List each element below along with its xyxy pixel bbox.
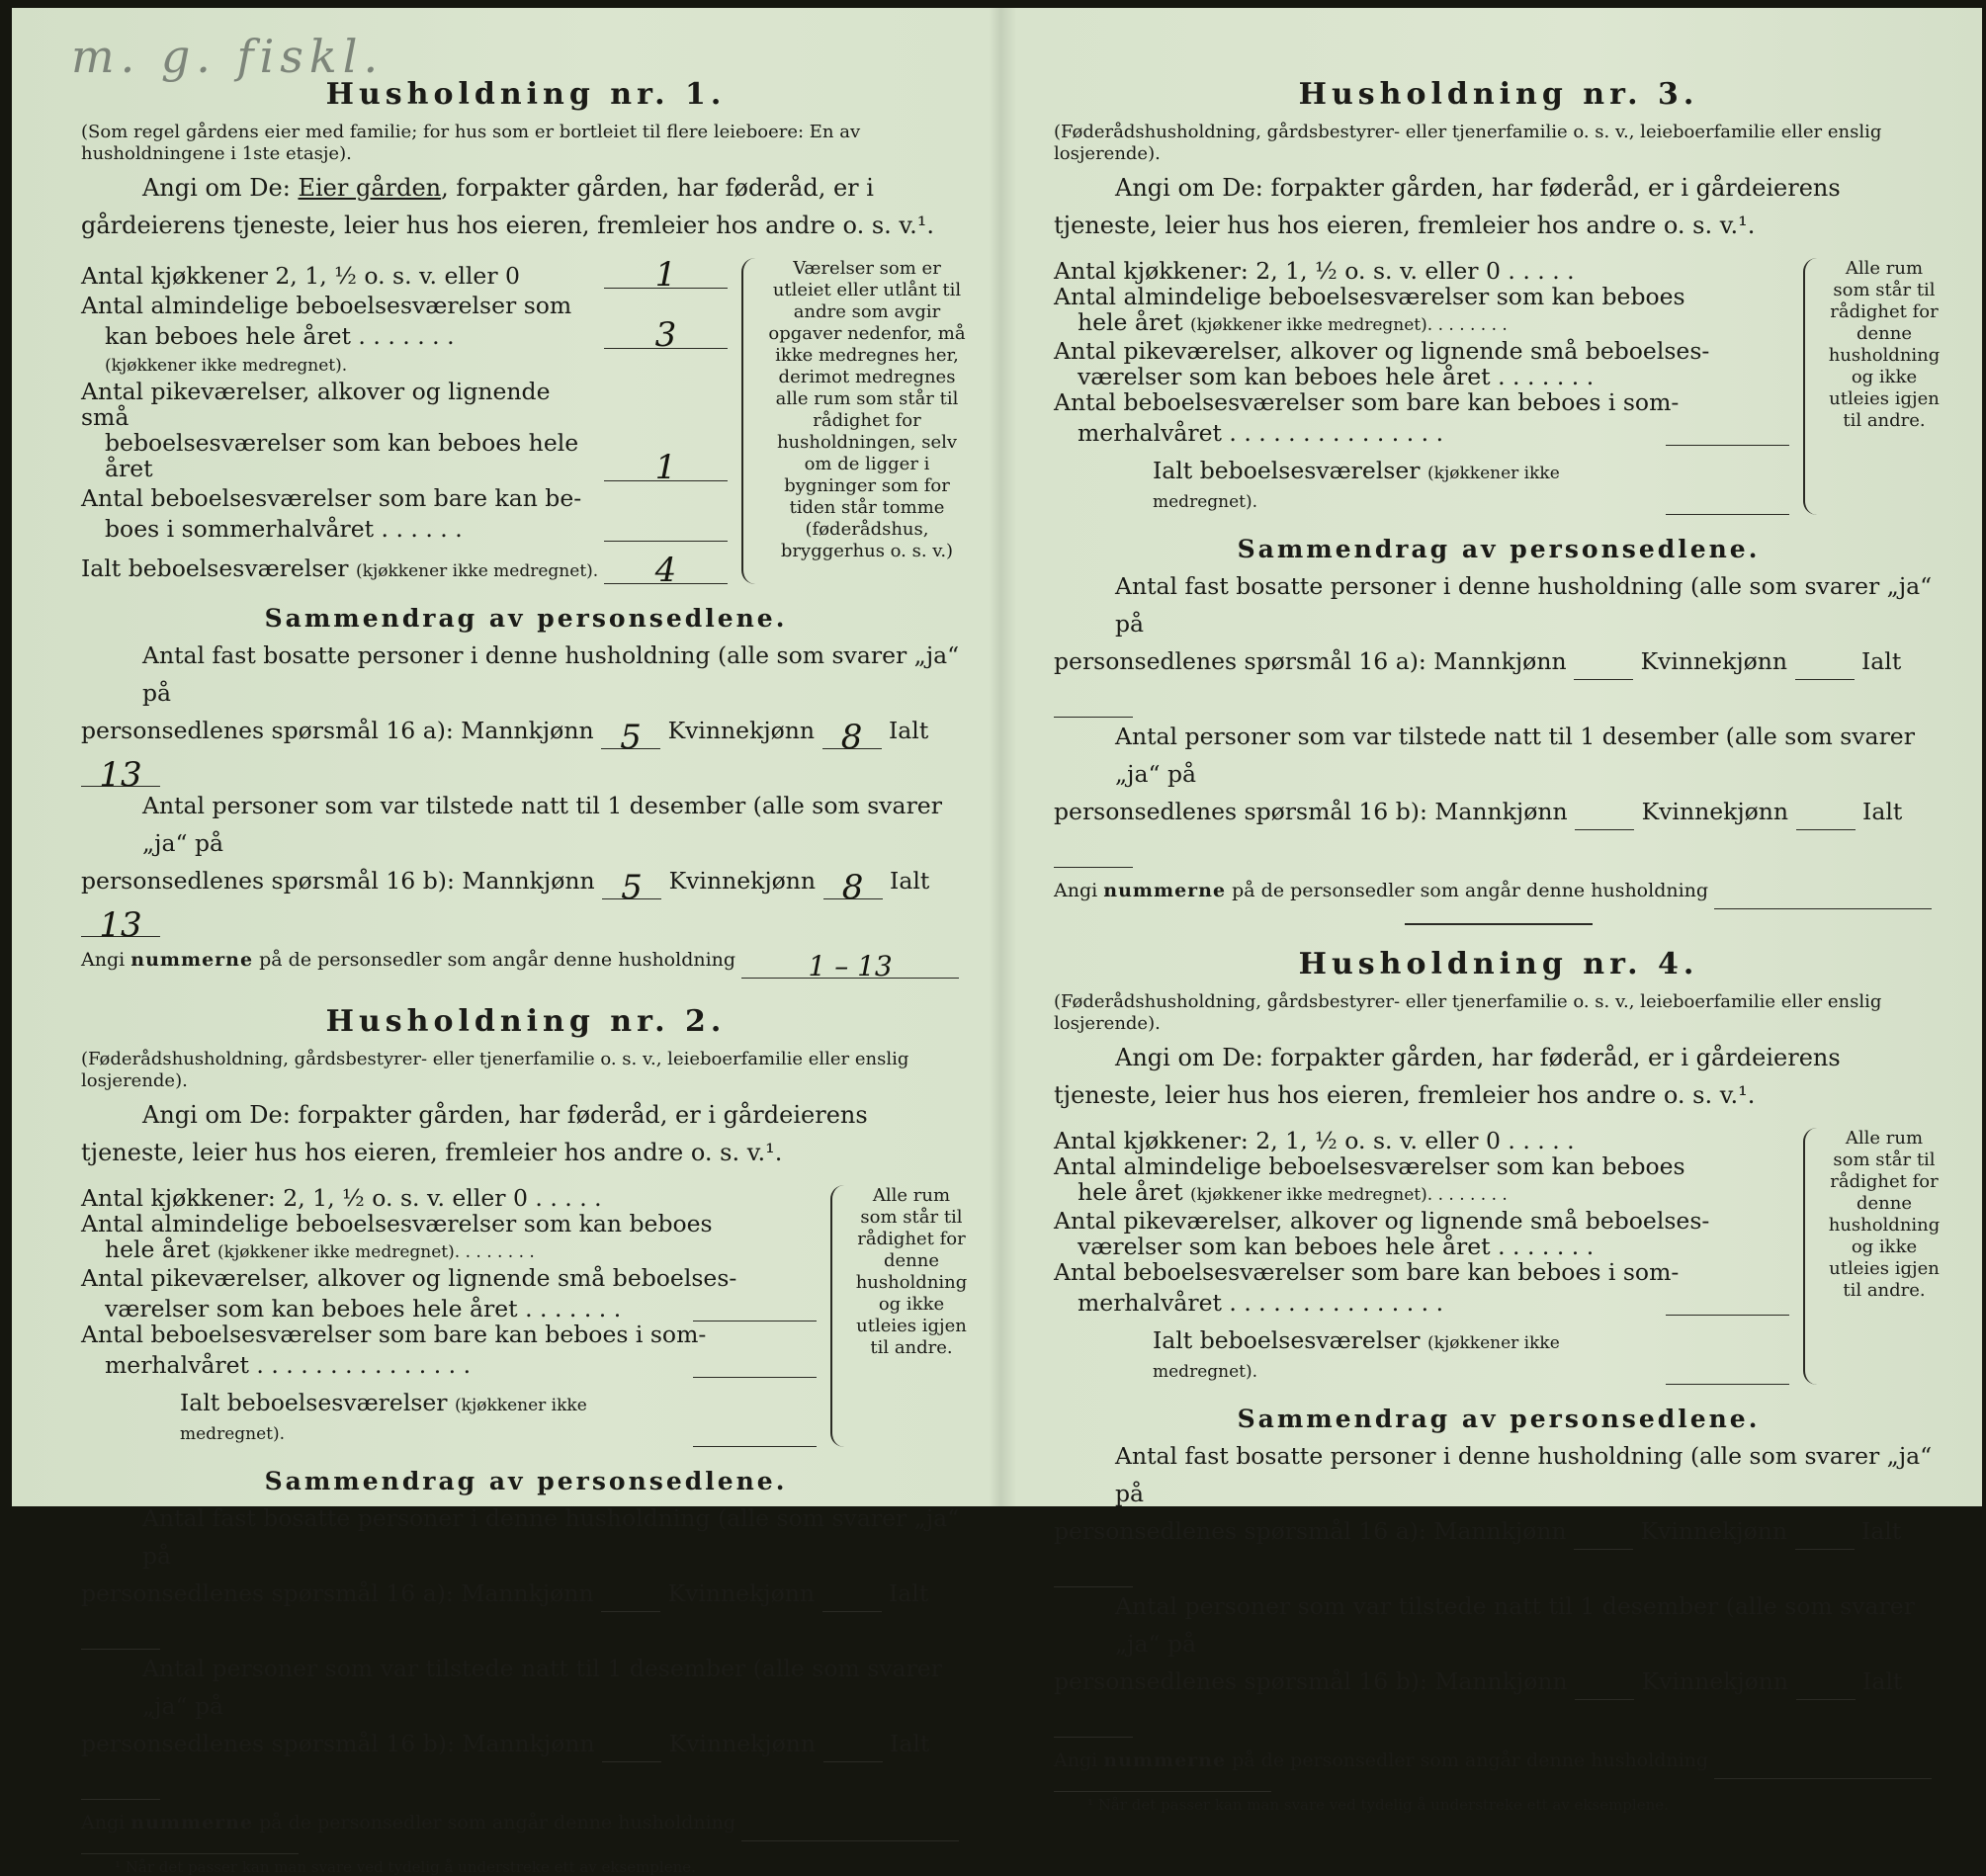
sommer-label-1: Antal beboelsesværelser som bare kan beboes i som- — [1054, 1258, 1680, 1286]
handwritten-note: m. g. fiskl. — [71, 30, 385, 83]
alm-label-1: Antal almindelige beboelsesværelser som kan beboes — [1054, 1152, 1685, 1180]
nummer-pre: Angi — [1054, 1749, 1098, 1771]
household-3-note: (Føderådshusholdning, gårdsbestyrer- eller tjenerfamilie o. s. v., leieboerfamilie eller enslig losjerende). — [1054, 122, 1882, 164]
ialt-label: Ialt — [890, 867, 930, 895]
pike-label-1: Antal pikeværelser, alkover og lignende små — [81, 378, 551, 431]
summary-b-kvinne: 8 — [823, 869, 883, 899]
footnote-left — [81, 1853, 696, 1876]
household-3 — [1054, 77, 1943, 909]
sommer-label-1: Antal beboelsesværelser som bare kan beboes i som- — [81, 1321, 707, 1348]
kvinne-label: Kvinnekjønn — [667, 1579, 816, 1607]
household-2-side-note: Alle rum som står til rådighet for denne husholdning og ikke utleies igjen til andre. — [830, 1185, 971, 1447]
household-1-rooms — [81, 255, 971, 590]
ialt-label: Ialt — [890, 1730, 930, 1757]
ialt-label: Ialt beboelsesværelser — [1153, 1326, 1421, 1354]
nummer-post: på de personsedler som angår denne husholdning — [1232, 1749, 1709, 1771]
pike-label-1: Antal pikeværelser, alkover og lignende små beboelses- — [1054, 1207, 1710, 1235]
angi-text: Angi om De: forpakter gården, har føderåd, er i gårdeierens tjeneste, leier hus hos eieren, fremleier hos andre o. s. v.¹. — [81, 1101, 868, 1166]
ialt-label: Ialt — [889, 717, 929, 744]
pike-label-1: Antal pikeværelser, alkover og lignende små beboelses- — [1054, 337, 1710, 365]
kvinne-label: Kvinnekjønn — [1641, 798, 1789, 825]
household-3-side-note: Alle rum som står til rådighet for denne husholdning og ikke utleies igjen til andre. — [1803, 258, 1943, 515]
nummer-bold: nummerne — [1103, 880, 1227, 901]
nummer-bold: nummerne — [130, 949, 254, 971]
summary-b-line-1: Antal personer som var tilstede natt til 1 desember (alle som svarer „ja“ på — [1115, 723, 1915, 788]
sommer-label-2: merhalvåret . . . . . . . . . . . . . . . — [1078, 1289, 1444, 1317]
household-4-title: Husholdning nr. 4. — [1298, 947, 1699, 981]
ialt-label: Ialt — [1861, 647, 1902, 675]
household-3-rooms — [1054, 258, 1943, 515]
household-2-summary-title: Sammendrag av personsedlene. — [264, 1467, 788, 1495]
footnote-text: ¹ Når det passer kan man svare ved tydelig å understreke ett av eksemplene. — [1087, 1796, 1669, 1814]
sommer-label-1: Antal beboelsesværelser som bare kan beboes i som- — [1054, 388, 1680, 416]
nummer-value: 1 – 13 — [741, 948, 959, 979]
ialt-label: Ialt — [1862, 798, 1903, 825]
household-1-side-note: Værelser som er utleiet eller utlånt til andre som avgir opgaver nedenfor, må ikke medregnes her, derimot medregnes alle rum som står til rådighet for husholdningen, selv om de ligger i bygninger som for tiden står tomme (føderådshus, bryggerhus o. s. v.) — [741, 258, 971, 584]
ialt-label-small: (kjøkkener ikke medregnet). — [1153, 464, 1560, 512]
alm-label-1: Antal almindelige beboelsesværelser som — [81, 292, 572, 319]
summary-a-label: personsedlenes spørsmål 16 a): Mannkjønn — [1054, 647, 1567, 675]
ialt-label: Ialt — [1862, 1667, 1903, 1695]
sommer-value — [604, 511, 728, 542]
household-2-angi — [81, 1096, 971, 1171]
nummer-bold: nummerne — [130, 1812, 254, 1833]
ialt-label: Ialt beboelsesværelser — [1153, 457, 1421, 484]
pike-value: 1 — [604, 451, 728, 481]
angi-underlined-choice: Eier gården — [298, 174, 442, 202]
alm-label-1: Antal almindelige beboelsesværelser som kan beboes — [81, 1210, 713, 1237]
footnote-text: ¹ Når det passer kan man svare ved tydelig å understreke ett av eksemplene. — [115, 1858, 696, 1876]
census-sheet — [12, 8, 1982, 1876]
summary-b-label: personsedlenes spørsmål 16 b): Mannkjønn — [1054, 798, 1568, 825]
right-column — [1054, 77, 1943, 1814]
summary-a-label: personsedlenes spørsmål 16 a): Mannkjønn — [81, 1579, 594, 1607]
kvinne-label: Kvinnekjønn — [667, 717, 816, 744]
summary-a-label: personsedlenes spørsmål 16 a): Mannkjønn — [1054, 1517, 1567, 1545]
pike-label-2: beboelsesværelser som kan beboes hele året — [105, 429, 579, 482]
pike-label-2: værelser som kan beboes hele året . . . . . . . — [1078, 363, 1595, 390]
alm-label-2: kan beboes hele året . . . . . . . — [105, 322, 455, 350]
pike-label-2: værelser som kan beboes hele året . . . . . . . — [1078, 1233, 1595, 1260]
angi-text: Angi om De: forpakter gården, har føderåd, er i gårdeierens tjeneste, leier hus hos eieren, fremleier hos andre o. s. v.¹. — [1054, 1044, 1841, 1109]
nummer-bold: nummerne — [1103, 1749, 1227, 1771]
summary-b-label: personsedlenes spørsmål 16 b): Mannkjønn — [81, 867, 595, 895]
household-2-note: (Føderådshusholdning, gårdsbestyrer- eller tjenerfamilie o. s. v., leieboerfamilie eller enslig losjerende). — [81, 1049, 909, 1091]
alm-label-1: Antal almindelige beboelsesværelser som kan beboes — [1054, 283, 1685, 310]
summary-a-line-1: Antal fast bosatte personer i denne husholdning (alle som svarer „ja“ på — [1115, 572, 1933, 638]
household-4-angi — [1054, 1039, 1943, 1114]
household-3-title: Husholdning nr. 3. — [1298, 77, 1699, 112]
nummer-pre: Angi — [1054, 880, 1098, 901]
sommer-label-1: Antal beboelsesværelser som bare kan be- — [81, 484, 582, 512]
household-2 — [81, 1004, 971, 1876]
nummer-post: på de personsedler som angår denne husholdning — [259, 949, 736, 971]
summary-b-label: personsedlenes spørsmål 16 b): Mannkjønn — [81, 1730, 595, 1757]
section-divider — [1405, 923, 1593, 925]
alm-label-2: hele året — [1078, 308, 1183, 336]
summary-b-label: personsedlenes spørsmål 16 b): Mannkjønn — [1054, 1667, 1568, 1695]
household-4-rooms — [1054, 1128, 1943, 1385]
kjokkener-label: Antal kjøkkener: 2, 1, ½ o. s. v. eller 0 . . . . . — [1054, 1127, 1575, 1154]
household-4 — [1054, 947, 1943, 1814]
kjokkener-value: 1 — [604, 258, 728, 289]
household-2-nummer — [81, 1804, 971, 1841]
summary-a-line-2 — [81, 712, 971, 795]
household-1-summary — [81, 637, 971, 982]
alm-label-2: hele året — [1078, 1178, 1183, 1206]
ialt-label-small: (kjøkkener ikke medregnet). — [180, 1396, 587, 1444]
left-column — [81, 77, 971, 1876]
alm-label-3: (kjøkkener ikke medregnet). — [105, 356, 348, 376]
summary-b-line-1: Antal personer som var tilstede natt til 1 desember (alle som svarer „ja“ på — [142, 1655, 942, 1720]
ialt-label: Ialt — [1861, 1517, 1902, 1545]
nummer-post: på de personsedler som angår denne husholdning — [1232, 880, 1709, 901]
kjokkener-label: Antal kjøkkener: 2, 1, ½ o. s. v. eller 0 . . . . . — [1054, 257, 1575, 285]
summary-a-line-1: Antal fast bosatte personer i denne husholdning (alle som svarer „ja“ på — [142, 1504, 960, 1570]
sommer-label-2: merhalvåret . . . . . . . . . . . . . . . — [1078, 419, 1444, 447]
pike-label-1: Antal pikeværelser, alkover og lignende små beboelses- — [81, 1264, 737, 1292]
ialt-label: Ialt beboelsesværelser — [180, 1389, 448, 1416]
household-1-angi — [81, 169, 971, 244]
nummer-pre: Angi — [81, 1812, 126, 1833]
household-1-nummer — [81, 941, 971, 982]
summary-a-mann: 5 — [601, 719, 660, 749]
household-3-angi — [1054, 169, 1943, 244]
ialt-label: Ialt — [889, 1579, 929, 1607]
summary-b-mann: 5 — [602, 869, 661, 899]
summary-a-ialt: 13 — [81, 756, 160, 787]
summary-b-line-2 — [81, 862, 971, 945]
angi-rest: , forpakter gården, har føderåd, er i gårdeierens tjeneste, leier hus hos eieren, fremleier hos andre o. s. v.¹. — [81, 174, 934, 239]
summary-b-line-1: Antal personer som var tilstede natt til 1 desember (alle som svarer „ja“ på — [142, 792, 942, 857]
summary-a-kvinne: 8 — [822, 719, 882, 749]
angi-prefix: Angi om De: — [142, 174, 291, 202]
household-1-summary-title: Sammendrag av personsedlene. — [264, 604, 788, 633]
alm-label-2-small: (kjøkkener ikke medregnet). . . . . . . . — [1190, 315, 1508, 335]
footnote-right — [1054, 1791, 1669, 1814]
household-2-title: Husholdning nr. 2. — [325, 1004, 727, 1039]
household-3-nummer — [1054, 872, 1943, 909]
kvinne-label: Kvinnekjønn — [1640, 647, 1788, 675]
summary-a-label: personsedlenes spørsmål 16 a): Mannkjønn — [81, 717, 594, 744]
household-3-summary — [1054, 567, 1943, 909]
household-4-summary-title: Sammendrag av personsedlene. — [1237, 1405, 1761, 1433]
sommer-label-2: merhalvåret . . . . . . . . . . . . . . . — [105, 1351, 472, 1379]
kjokkener-label: Antal kjøkkener: 2, 1, ½ o. s. v. eller 0 . . . . . — [81, 1184, 602, 1212]
household-1-note: (Som regel gårdens eier med familie; for hus som er bortleiet til flere leieboere: En av husholdningene i 1ste etasje). — [81, 122, 861, 164]
summary-b-ialt: 13 — [81, 906, 160, 937]
nummer-post: på de personsedler som angår denne husholdning — [259, 1812, 736, 1833]
nummer-pre: Angi — [81, 949, 126, 971]
alm-value: 3 — [604, 318, 728, 349]
pike-label-2: værelser som kan beboes hele året . . . . . . . — [105, 1295, 622, 1322]
kvinne-label: Kvinnekjønn — [668, 1730, 817, 1757]
household-2-rooms — [81, 1185, 971, 1447]
kvinne-label: Kvinnekjønn — [1641, 1667, 1789, 1695]
kvinne-label: Kvinnekjønn — [1640, 1517, 1788, 1545]
ialt-label: Ialt beboelsesværelser — [81, 554, 349, 582]
household-1 — [81, 77, 971, 982]
household-4-summary — [1054, 1437, 1943, 1779]
household-4-note: (Føderådshusholdning, gårdsbestyrer- eller tjenerfamilie o. s. v., leieboerfamilie eller enslig losjerende). — [1054, 991, 1882, 1034]
household-4-side-note: Alle rum som står til rådighet for denne husholdning og ikke utleies igjen til andre. — [1803, 1128, 1943, 1385]
alm-label-2: hele året — [105, 1236, 211, 1263]
ialt-label-small: (kjøkkener ikke medregnet). — [356, 561, 599, 581]
summary-a-line-1: Antal fast bosatte personer i denne husholdning (alle som svarer „ja“ på — [1115, 1442, 1933, 1507]
summary-b-line-1: Antal personer som var tilstede natt til 1 desember (alle som svarer „ja“ på — [1115, 1592, 1915, 1658]
summary-a-line-1: Antal fast bosatte personer i denne husholdning (alle som svarer „ja“ på — [142, 641, 960, 707]
kjokkener-label: Antal kjøkkener 2, 1, ½ o. s. v. eller 0 — [81, 262, 520, 290]
angi-text: Angi om De: forpakter gården, har føderåd, er i gårdeierens tjeneste, leier hus hos eieren, fremleier hos andre o. s. v.¹. — [1054, 174, 1841, 239]
household-4-nummer — [1054, 1742, 1943, 1779]
household-3-summary-title: Sammendrag av personsedlene. — [1237, 535, 1761, 563]
sommer-label-2: boes i sommerhalvåret . . . . . . — [105, 515, 463, 543]
alm-label-2-small: (kjøkkener ikke medregnet). . . . . . . . — [1190, 1185, 1508, 1205]
household-2-summary — [81, 1499, 971, 1841]
kvinne-label: Kvinnekjønn — [668, 867, 817, 895]
alm-label-2-small: (kjøkkener ikke medregnet). . . . . . . . — [217, 1242, 535, 1262]
ialt-label-small: (kjøkkener ikke medregnet). — [1153, 1333, 1560, 1382]
household-1-title: Husholdning nr. 1. — [325, 77, 727, 112]
ialt-value: 4 — [604, 554, 728, 584]
